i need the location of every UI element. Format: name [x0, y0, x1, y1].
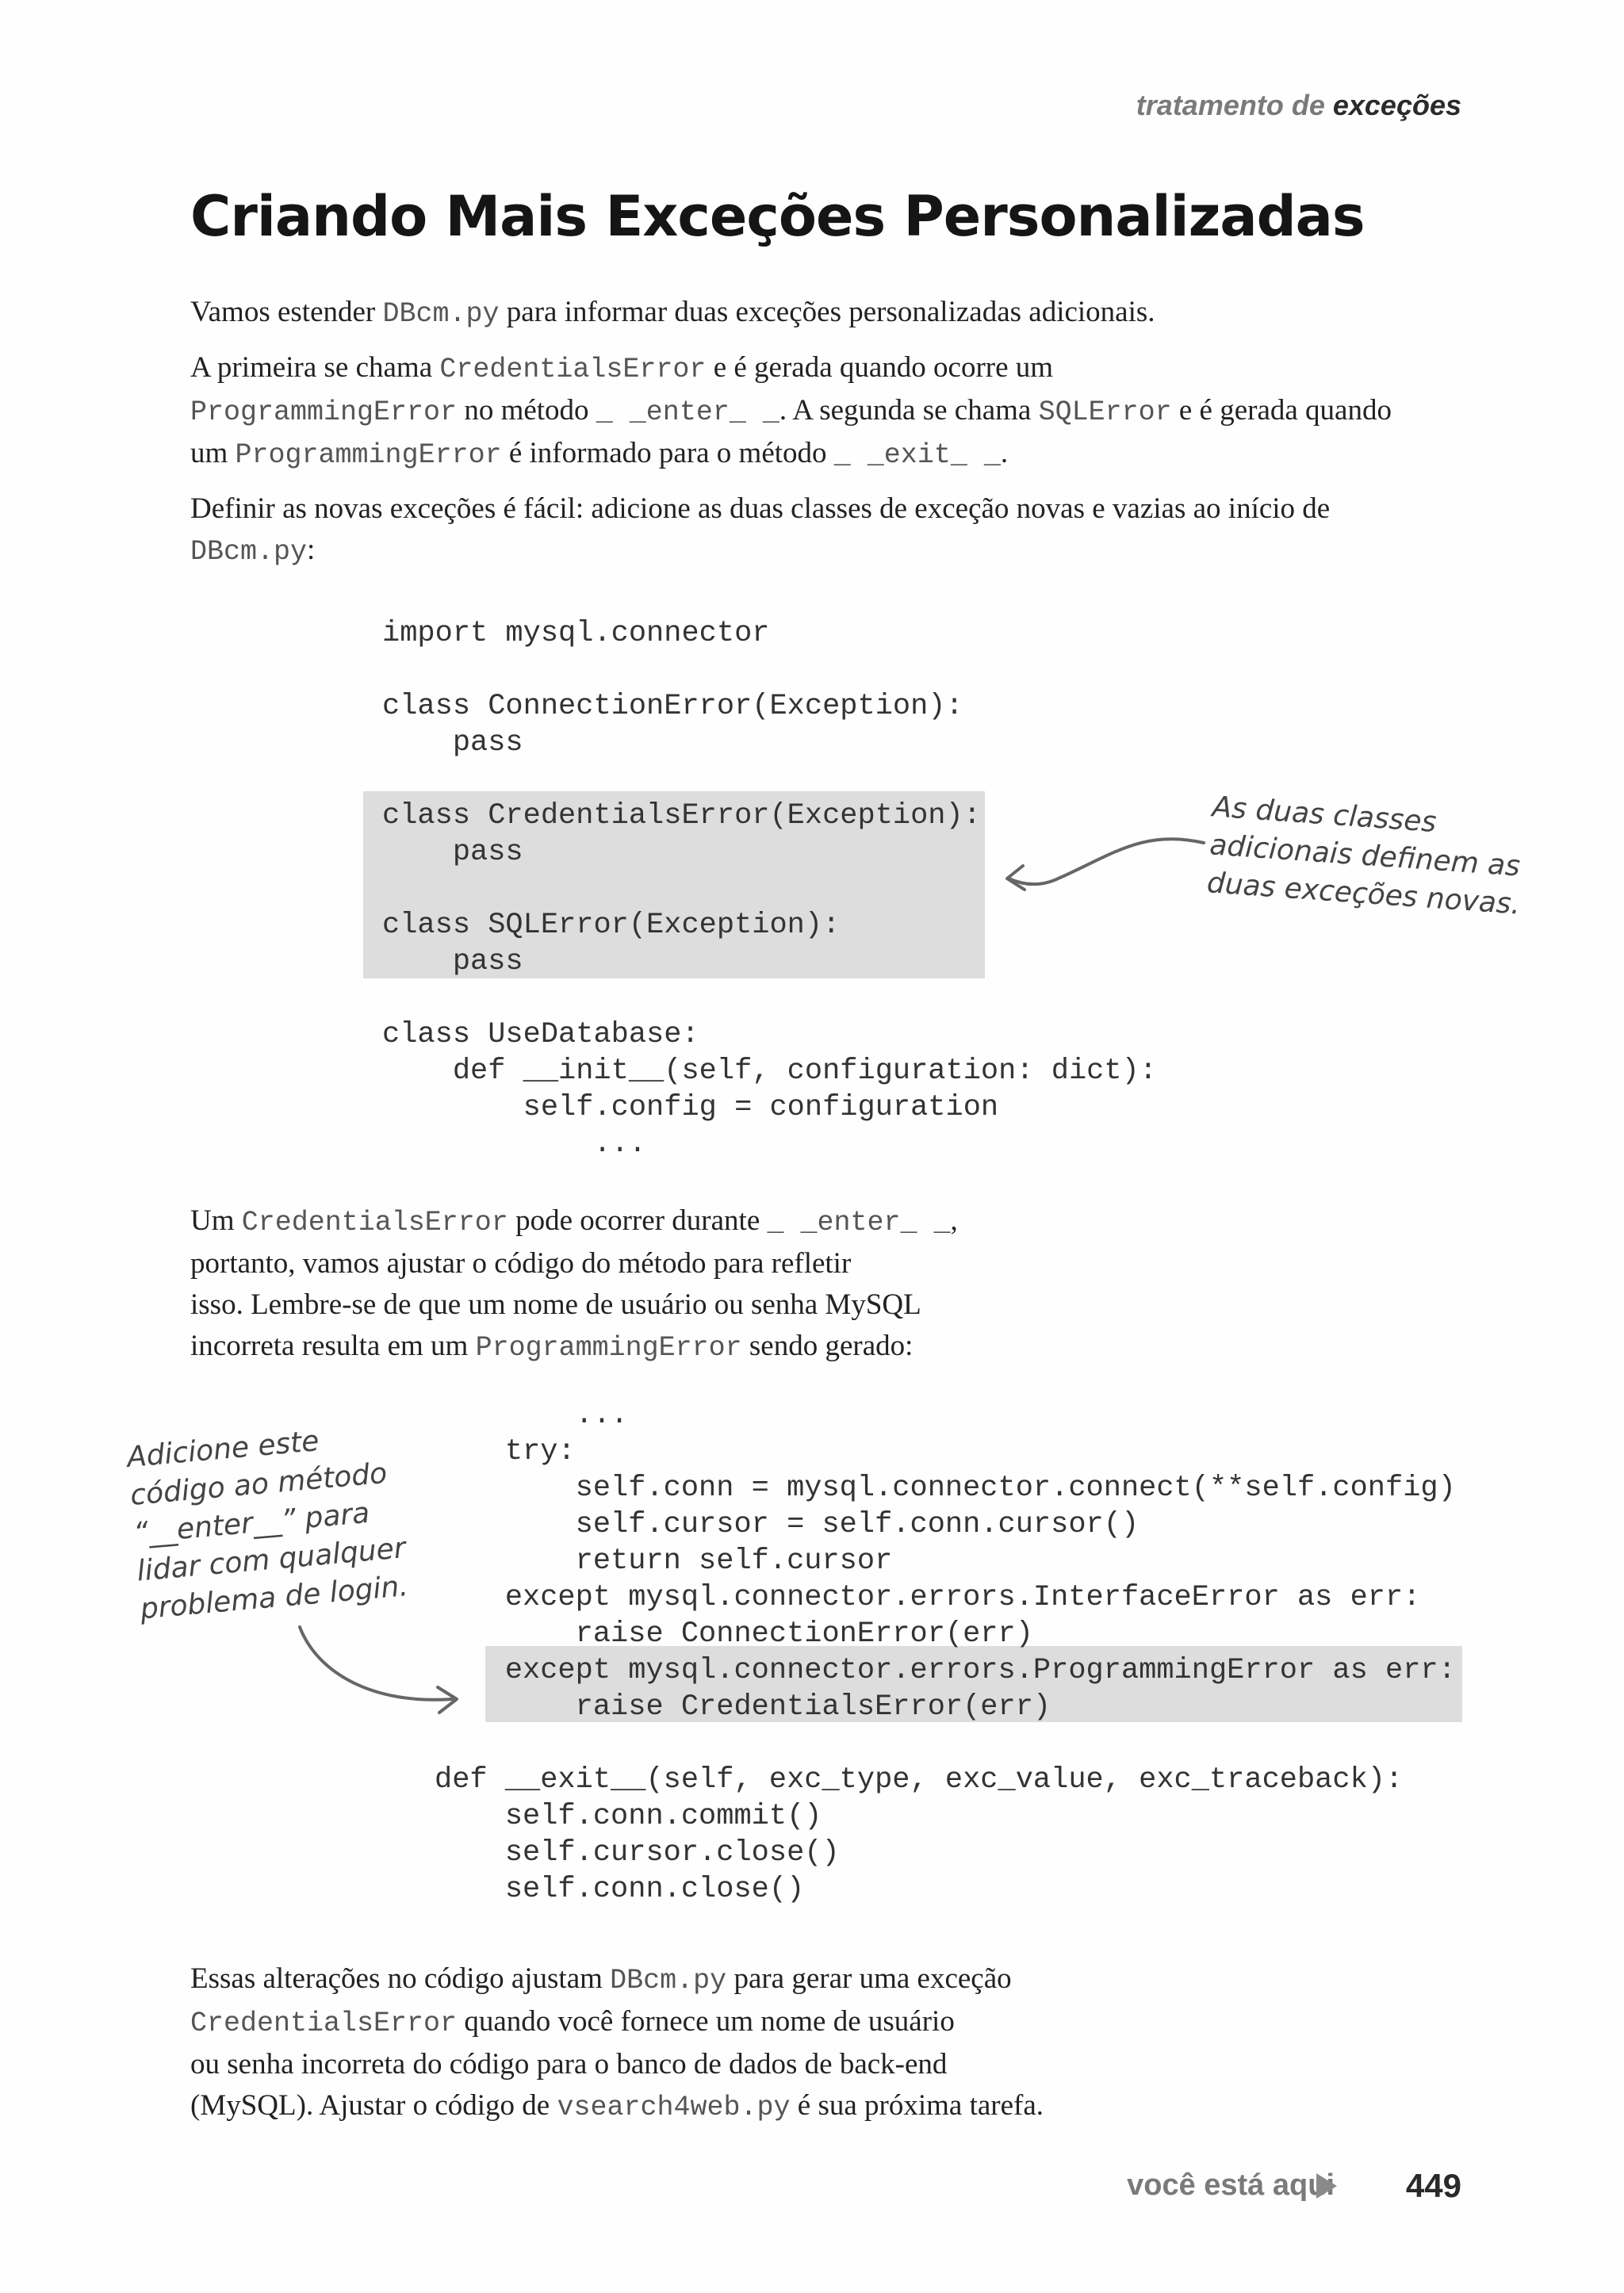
closing-text — [190, 1958, 1396, 2141]
code-line: class UseDatabase: — [382, 1018, 699, 1051]
code-line: def __exit__(self, exc_type, exc_value, exc_traceback): — [435, 1763, 1404, 1797]
closing-paragraph: Essas alterações no código ajustam DBcm.py para gerar uma exceção CredentialsError quando você fornece um nome de usuário ou senha incorreta do código para o banco de dados de back-end (MySQL). Ajustar o código de vsearch4web.py é sua próxima tarefa. — [190, 1962, 1044, 2123]
code-line: pass — [382, 726, 523, 760]
middle-paragraph: Um CredentialsError pode ocorrer durante _ _enter_ _, portanto, vamos ajustar o código do método para refletir isso. Lembre-se de que um nome de usuário ou senha MySQL incorreta resulta em um ProgrammingError sendo gerado: — [190, 1204, 958, 1364]
code-line: ... — [382, 1127, 647, 1161]
arrow-head-new-classes — [1007, 866, 1025, 890]
intro-paragraph-2: A primeira se chama CredentialsError e é gerada quando ocorre um ProgrammingError no método _ _enter_ _. A segunda se chama SQLError e é gerada quando um ProgrammingError é informado para o método _ _exit_ _. — [190, 351, 1392, 471]
code-line: raise CredentialsError(err) — [435, 1690, 1051, 1724]
code-line: class CredentialsError(Exception): — [382, 799, 981, 833]
footer-arrow-icon — [1316, 2173, 1337, 2199]
running-head-plain: tratamento de — [1136, 89, 1325, 121]
code-line: except mysql.connector.errors.ProgrammingError as err: — [435, 1654, 1456, 1687]
code-line: class ConnectionError(Exception): — [382, 690, 963, 723]
code-line: self.config = configuration — [382, 1091, 999, 1124]
code-line: class SQLError(Exception): — [382, 909, 841, 942]
code-line: def __init__(self, configuration: dict): — [382, 1055, 1157, 1088]
running-head-bold: exceções — [1332, 89, 1461, 121]
arrow-to-credentials — [300, 1627, 452, 1700]
code-line: return self.cursor — [435, 1545, 893, 1578]
arrow-to-new-classes — [1009, 839, 1204, 884]
intro-paragraph-1: Vamos estender DBcm.py para informar duas exceções personalizadas adicionais. — [190, 296, 1155, 330]
page-number: 449 — [1405, 2167, 1461, 2204]
code-line: import mysql.connector — [382, 617, 770, 650]
intro-paragraph-3: Definir as novas exceções é fácil: adicione as duas classes de exceção novas e vazias ao início de DBcm.py: — [190, 492, 1331, 568]
page-title: Criando Mais Exceções Personalizadas — [190, 184, 1365, 249]
code-line: self.conn.commit() — [435, 1800, 822, 1833]
code-line: ... — [435, 1399, 629, 1432]
annotation-enter-method: Adicione este código ao método “__enter__” para lidar com qualquer problema de login. — [125, 1425, 410, 1626]
code-line: self.cursor.close() — [435, 1836, 840, 1870]
code-line: self.conn.close() — [435, 1873, 805, 1906]
code-line: except mysql.connector.errors.InterfaceError as err: — [435, 1581, 1421, 1614]
code-line: self.conn = mysql.connector.connect(**self.config) — [435, 1472, 1456, 1505]
footer-label: você está aqui — [1127, 2169, 1335, 2202]
code-line: self.cursor = self.conn.cursor() — [435, 1508, 1139, 1541]
code-line: pass — [382, 945, 523, 978]
annotation-new-classes: As duas classes adicionais definem as duas exceções novas. — [1205, 790, 1522, 921]
code-line: pass — [382, 836, 523, 869]
code-line: try: — [435, 1435, 576, 1468]
code-line: raise ConnectionError(err) — [435, 1617, 1033, 1651]
